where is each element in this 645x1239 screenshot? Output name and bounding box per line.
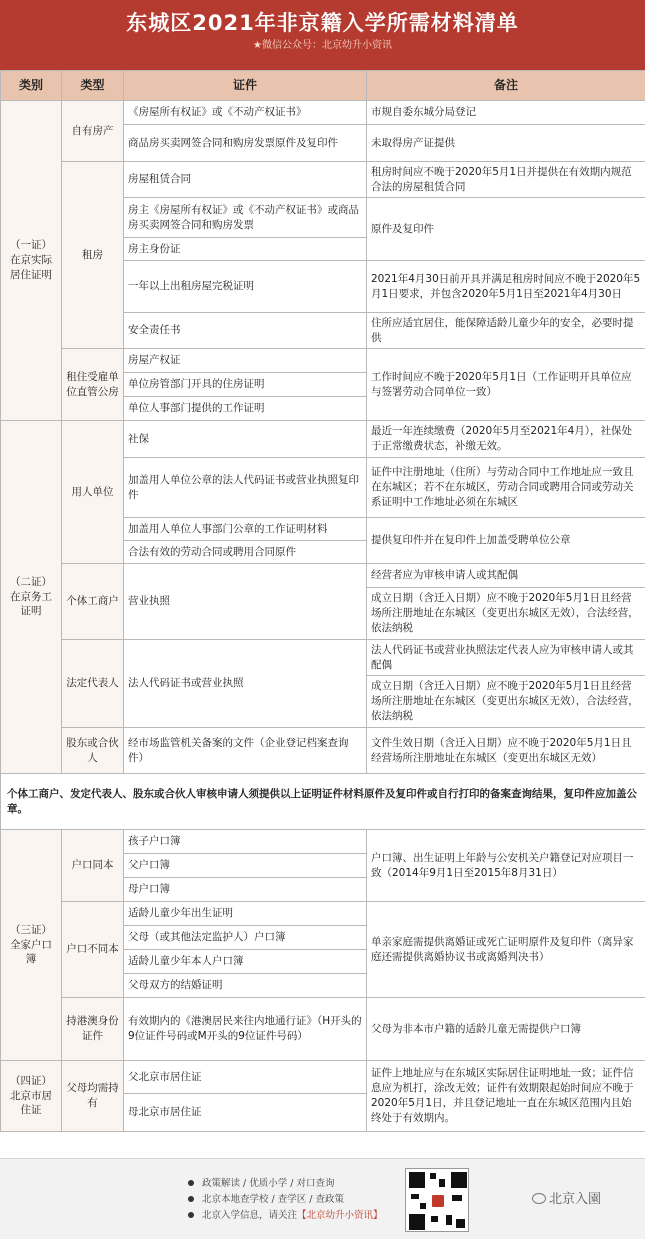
type-cell-both-parents: 父母均需持有 [62, 1061, 124, 1132]
type-cell-same-hukou: 户口同本 [62, 830, 124, 902]
table-row [1, 101, 645, 125]
note-cell: 父母为非本市户籍的适龄儿童无需提供户口簿 [367, 998, 645, 1061]
note-cell: 文件生效日期（含迁入日期）应不晚于2020年5月1日且经营场所注册地址在东城区（变更出东城区无效） [367, 728, 645, 774]
type-cell-hkmo: 持港澳身份证件 [62, 998, 124, 1061]
note-cell: 法人代码证书或营业执照法定代表人应为审核申请人或其配偶 [367, 640, 645, 676]
cert-cell: 一年以上出租房屋完税证明 [124, 261, 367, 313]
note-cell: 市规自委东城分局登记 [367, 101, 645, 125]
wechat-icon [532, 1193, 546, 1204]
note-cell: 经营者应为审核申请人或其配偶 [367, 564, 645, 588]
note-cell: 2021年4月30日前开具并满足租房时间应不晚于2020年5月1日要求，并包含2020年5月1日至2021年4月30日 [367, 261, 645, 313]
cert-cell: 安全责任书 [124, 313, 367, 349]
cert-cell: 适龄儿童少年本人户口簿 [124, 950, 367, 974]
qr-code-icon [405, 1168, 469, 1232]
footer-links [188, 1176, 383, 1224]
cert-cell: 有效期内的《港澳居民来往内地通行证》（H开头的9位证件号码或M开头的9位证件号码） [124, 998, 367, 1061]
note-cell: 证件中注册地址（住所）与劳动合同中工作地址应一致且在东城区；若不在东城区，劳动合同或聘用合同或劳动关系证明中工作地址必须在东城区 [367, 458, 645, 518]
note-cell: 最近一年连续缴费（2020年5月至2021年4月），社保处于正常缴费状态，补缴无效。 [367, 421, 645, 458]
type-cell-employer: 用人单位 [62, 421, 124, 564]
table-row [1, 1061, 645, 1094]
cert-cell: 社保 [124, 421, 367, 458]
cert-cell: 父母双方的结婚证明 [124, 974, 367, 998]
cert-cell: 营业执照 [124, 564, 367, 640]
page-subtitle: ★微信公众号：北京幼升小资讯 [253, 40, 392, 52]
category-cell-3: （三证）全家户口簿 [1, 830, 62, 1061]
table-header-row [1, 71, 645, 101]
notice-text: 个体工商户、发定代表人、股东或合伙人审核申请人须提供以上证明证件材料原件及复印件或自行打印的备案查询结果，复印件应加盖公章。 [1, 774, 645, 830]
note-cell: 户口簿、出生证明上年龄与公安机关户籍登记对应项目一致（2014年9月1日至2015年8月31日） [367, 830, 645, 902]
type-cell-legal-rep: 法定代表人 [62, 640, 124, 728]
cert-cell: 父北京市居住证 [124, 1061, 367, 1094]
footer-account-name: 【北京幼升小资讯】 [297, 1210, 383, 1221]
cert-cell: 加盖用人单位公章的法人代码证书或营业执照复印件 [124, 458, 367, 518]
cert-cell: 单位人事部门提供的工作证明 [124, 397, 367, 421]
table-row [1, 728, 645, 774]
note-cell: 原件及复印件 [367, 198, 645, 261]
table-row [1, 162, 645, 198]
col-header-certificate: 证件 [124, 71, 367, 101]
note-cell: 提供复印件并在复印件上加盖受聘单位公章 [367, 518, 645, 564]
col-header-type: 类型 [62, 71, 124, 101]
footer-line-3: 北京入学信息，请关注 [202, 1210, 298, 1221]
cert-cell: 父母（或其他法定监护人）户口簿 [124, 926, 367, 950]
page-header [0, 0, 645, 70]
note-cell: 成立日期（含迁入日期）应不晚于2020年5月1日且经营场所注册地址在东城区（变更出东城区无效），合法经营，依法纳税 [367, 588, 645, 640]
brand-label [532, 1191, 601, 1209]
dot-icon [188, 1180, 194, 1186]
qr-logo-icon [430, 1193, 446, 1209]
note-cell: 证件上地址应与在东城区实际居住证明地址一致；证件信息应为机打，涂改无效；证件有效期限起始时间应不晚于2020年5月1日，并且登记地址一直在东城区范围内且始终处于有效期内。 [367, 1061, 645, 1132]
cert-cell: 加盖用人单位人事部门公章的工作证明材料 [124, 518, 367, 541]
category-cell-4: （四证）北京市居住证 [1, 1061, 62, 1132]
footer-line [188, 1192, 383, 1208]
category-cell-1: （一证）在京实际居住证明 [1, 101, 62, 421]
cert-cell: 父户口簿 [124, 854, 367, 878]
dot-icon [188, 1196, 194, 1202]
materials-table [0, 70, 645, 1132]
cert-cell: 孩子户口簿 [124, 830, 367, 854]
table-row [1, 998, 645, 1061]
footer-line [188, 1176, 383, 1192]
table-row [1, 349, 645, 373]
footer-line-1: 政策解读 / 优质小学 / 对口查询 [202, 1178, 335, 1189]
cert-cell: 合法有效的劳动合同或聘用合同原件 [124, 541, 367, 564]
col-header-category: 类别 [1, 71, 62, 101]
cert-cell: 经市场监管机关备案的文件（企业登记档案查询件） [124, 728, 367, 774]
table-row [1, 902, 645, 926]
brand-name: 北京入園 [549, 1192, 602, 1207]
note-cell: 成立日期（含迁入日期）应不晚于2020年5月1日且经营场所注册地址在东城区（变更出东城区无效），合法经营，依法纳税 [367, 676, 645, 728]
table-row [1, 564, 645, 588]
type-cell-rent: 租房 [62, 162, 124, 349]
page-footer [0, 1158, 645, 1239]
cert-cell: 单位房管部门开具的住房证明 [124, 373, 367, 397]
table-row [1, 830, 645, 854]
cert-cell: 商品房买卖网签合同和购房发票原件及复印件 [124, 125, 367, 162]
type-cell-own-property: 自有房产 [62, 101, 124, 162]
dot-icon [188, 1212, 194, 1218]
footer-line [188, 1208, 383, 1224]
note-cell: 工作时间应不晚于2020年5月1日（工作证明开具单位应与签署劳动合同单位一致） [367, 349, 645, 421]
cert-cell: 《房屋所有权证》或《不动产权证书》 [124, 101, 367, 125]
type-cell-diff-hukou: 户口不同本 [62, 902, 124, 998]
note-cell: 租房时间应不晚于2020年5月1日并提供在有效期内规范合法的房屋租赁合同 [367, 162, 645, 198]
cert-cell: 房主《房屋所有权证》或《不动产权证书》或商品房买卖网签合同和购房发票 [124, 198, 367, 238]
cert-cell: 房屋产权证 [124, 349, 367, 373]
type-cell-employer-housing: 租住受雇单位直管公房 [62, 349, 124, 421]
cert-cell: 法人代码证书或营业执照 [124, 640, 367, 728]
cert-cell: 房主身份证 [124, 238, 367, 261]
table-row [1, 640, 645, 676]
type-cell-individual: 个体工商户 [62, 564, 124, 640]
notice-row [1, 774, 645, 830]
cert-cell: 房屋租赁合同 [124, 162, 367, 198]
col-header-note: 备注 [367, 71, 645, 101]
note-cell: 未取得房产证提供 [367, 125, 645, 162]
cert-cell: 母户口簿 [124, 878, 367, 902]
table-row [1, 421, 645, 458]
footer-line-2: 北京本地查学校 / 查学区 / 查政策 [202, 1194, 344, 1205]
category-cell-2: （二证）在京务工证明 [1, 421, 62, 774]
note-cell: 单亲家庭需提供离婚证或死亡证明原件及复印件（离异家庭还需提供离婚协议书或离婚判决书） [367, 902, 645, 998]
page-title: 东城区2021年非京籍入学所需材料清单 [126, 11, 519, 35]
type-cell-partner: 股东或合伙人 [62, 728, 124, 774]
cert-cell: 适龄儿童少年出生证明 [124, 902, 367, 926]
note-cell: 住所应适宜居住，能保障适龄儿童少年的安全，必要时提供 [367, 313, 645, 349]
cert-cell: 母北京市居住证 [124, 1094, 367, 1132]
